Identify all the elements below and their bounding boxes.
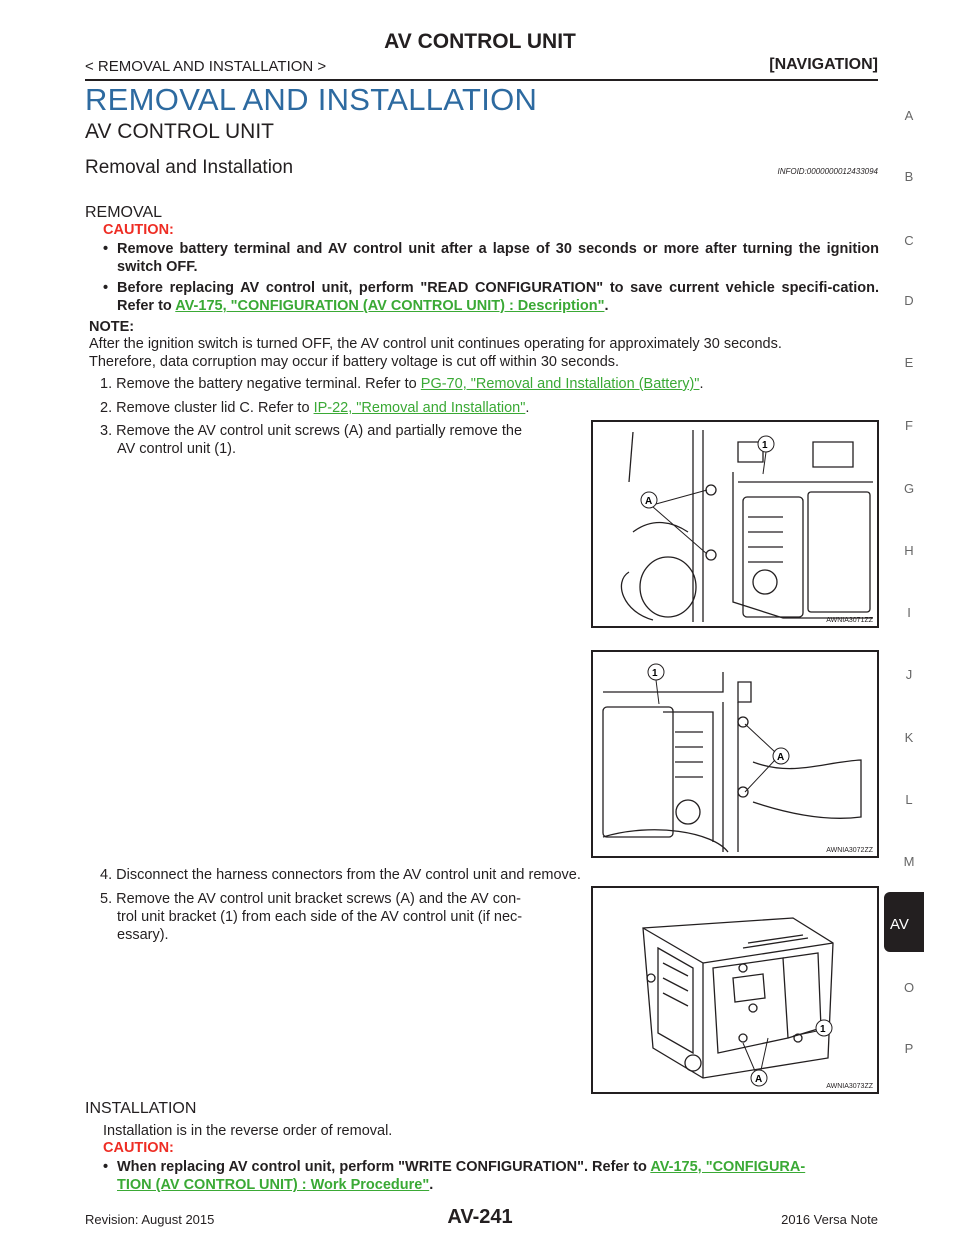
- caution-item-2: [103, 279, 879, 315]
- section-tag: [NAVIGATION]: [769, 56, 878, 73]
- step-5-line-3: essary).: [117, 927, 169, 943]
- sidebar-index-e[interactable]: E: [904, 355, 914, 370]
- note-label: NOTE:: [89, 319, 135, 335]
- installation-title: INSTALLATION: [85, 1100, 197, 1117]
- sidebar-index-g[interactable]: G: [903, 481, 915, 496]
- installation-text: Installation is in the reverse order of removal.: [103, 1123, 393, 1139]
- figure-2-drawing: [593, 652, 877, 856]
- figure-3-caption: AWNIA3073ZZ: [826, 1083, 873, 1090]
- step-1: [100, 375, 703, 393]
- bullet: •: [103, 241, 109, 257]
- link-ip22[interactable]: IP-22, "Removal and Installation": [313, 400, 526, 416]
- link-av175-work-procedure-1[interactable]: AV-175, "CONFIGURA-: [650, 1159, 806, 1175]
- step2-end: .: [525, 400, 530, 416]
- sidebar-index-o[interactable]: O: [903, 980, 915, 995]
- sidebar-index-l[interactable]: L: [905, 792, 913, 807]
- sidebar-index-c[interactable]: C: [904, 233, 914, 248]
- heading-removal-and-installation: Removal and Installation: [85, 157, 294, 178]
- bullet: •: [103, 280, 109, 296]
- removal-title: REMOVAL: [85, 204, 163, 221]
- link-pg70[interactable]: PG-70, "Removal and Installation (Battery)": [420, 376, 700, 392]
- figure-av-unit-removal-1: [591, 420, 879, 628]
- fig3-label-a: A: [755, 1074, 763, 1085]
- caution2-end: .: [604, 298, 609, 314]
- step-5-line-2: trol unit bracket (1) from each side of the AV control unit (if nec-: [117, 909, 523, 925]
- step-3-line-2: AV control unit (1).: [117, 441, 237, 457]
- installation-caution-item: [103, 1158, 879, 1194]
- figure-3-drawing: [593, 888, 877, 1092]
- step1-end: .: [699, 376, 704, 392]
- bullet: •: [103, 1159, 109, 1175]
- sidebar-index-i[interactable]: I: [907, 605, 911, 620]
- step-5-line-1: 5. Remove the AV control unit bracket screws (A) and the AV con-: [100, 891, 521, 907]
- install-caution-text: When replacing AV control unit, perform "WRITE CONFIGURATION". Refer to: [117, 1159, 651, 1175]
- fig1-label-a: A: [645, 496, 653, 507]
- figure-2-caption: AWNIA3072ZZ: [826, 847, 873, 854]
- step-3-line-1: 3. Remove the AV control unit screws (A) and partially remove the: [100, 423, 523, 439]
- caution1-text: Remove battery terminal and AV control unit after a lapse of 30 seconds or more after turning the ignition switch OFF.: [117, 241, 879, 275]
- heading-av-control-unit: AV CONTROL UNIT: [85, 120, 275, 143]
- sidebar-index-j[interactable]: J: [905, 667, 913, 682]
- fig3-label-1: 1: [820, 1024, 826, 1035]
- footer-revision: Revision: August 2015: [85, 1212, 215, 1227]
- sidebar-index-a[interactable]: A: [904, 108, 914, 123]
- step-2: [100, 399, 529, 417]
- page-title: AV CONTROL UNIT: [384, 30, 576, 53]
- info-id: INFOID:0000000012433094: [777, 167, 878, 176]
- sidebar-index-f[interactable]: F: [905, 418, 913, 433]
- sidebar-index-av-label: AV: [890, 916, 909, 933]
- footer-model: 2016 Versa Note: [781, 1212, 878, 1227]
- installation-caution-label: CAUTION:: [103, 1140, 174, 1156]
- step2-text: 2. Remove cluster lid C. Refer to: [100, 400, 314, 416]
- figure-1-caption: AWNIA3071ZZ: [826, 617, 873, 624]
- install-caution-end: .: [429, 1177, 434, 1193]
- fig2-label-a: A: [777, 752, 785, 763]
- step1-text: 1. Remove the battery negative terminal. Refer to: [100, 376, 421, 392]
- caution-label: CAUTION:: [103, 222, 174, 238]
- heading-removal-installation: REMOVAL AND INSTALLATION: [85, 82, 538, 117]
- caution2-text: Before replacing AV control unit, perform "READ CONFIGURATION" to save current vehicle specifi-cation. Refer to: [117, 280, 879, 314]
- caution-item-1: [103, 240, 879, 276]
- note-line-1: After the ignition switch is turned OFF, the AV control unit continues operating for approximately 30 seconds.: [89, 336, 782, 352]
- figure-av-unit-bracket: [591, 886, 879, 1094]
- figure-1-drawing: [593, 422, 877, 626]
- sidebar-index-k[interactable]: K: [904, 730, 914, 745]
- footer-page-number: AV-241: [447, 1206, 513, 1228]
- link-av175-description[interactable]: AV-175, "CONFIGURATION (AV CONTROL UNIT) : Description": [175, 298, 605, 314]
- sidebar-index-b[interactable]: B: [904, 169, 914, 184]
- sidebar-index-h[interactable]: H: [904, 543, 914, 558]
- sidebar-index-d[interactable]: D: [904, 293, 914, 308]
- figure-av-unit-removal-2: [591, 650, 879, 858]
- sidebar-index-m[interactable]: M: [903, 854, 915, 869]
- sidebar-index-p[interactable]: P: [904, 1041, 914, 1056]
- fig1-label-1: 1: [762, 440, 768, 451]
- step-4: 4. Disconnect the harness connectors from the AV control unit and remove.: [100, 867, 581, 883]
- header-rule: [85, 79, 878, 81]
- sidebar-index-av-active[interactable]: [884, 892, 924, 952]
- note-line-2: Therefore, data corruption may occur if battery voltage is cut off within 30 seconds.: [89, 354, 620, 370]
- breadcrumb: < REMOVAL AND INSTALLATION >: [85, 58, 327, 75]
- link-av175-work-procedure-2[interactable]: TION (AV CONTROL UNIT) : Work Procedure": [117, 1177, 430, 1193]
- fig2-label-1: 1: [652, 668, 658, 679]
